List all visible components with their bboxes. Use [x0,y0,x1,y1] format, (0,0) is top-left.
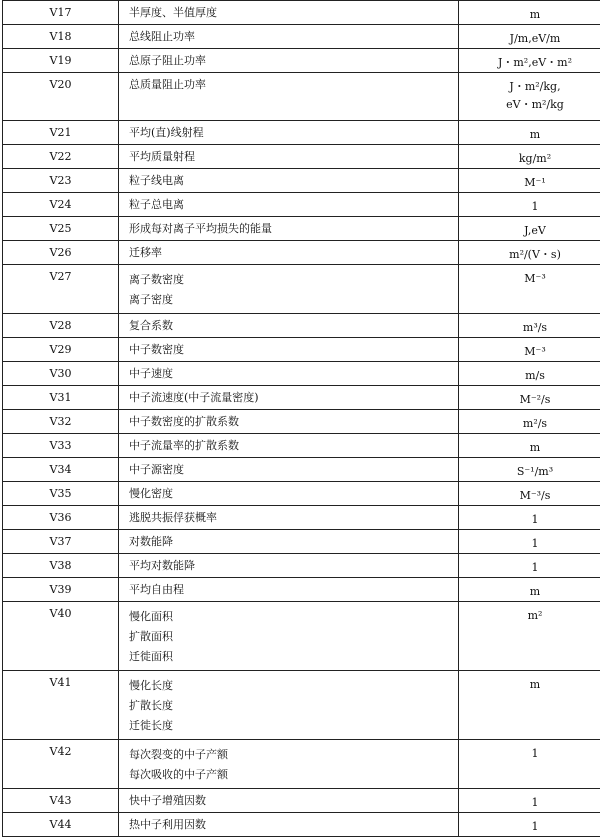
quantity-name: 热中子利用因数 [129,818,458,831]
unit-cell [459,602,600,671]
unit-cell [459,671,600,740]
quantity-name: 每次裂变的中子产额 [129,745,458,765]
table-row [3,530,600,554]
unit-cell [459,314,600,338]
quantity-name: 迁徙面积 [129,647,458,667]
unit-cell [459,789,600,813]
table-row [3,217,600,241]
code-cell: V19 [3,49,119,73]
code-cell: V32 [3,410,119,434]
quantity-name: 粒子线电离 [129,174,458,187]
code-cell: V29 [3,338,119,362]
table-row [3,789,600,813]
code-cell: V37 [3,530,119,554]
unit-value: M⁻¹ [459,174,600,192]
table-row [3,506,600,530]
quantity-name: 平均对数能降 [129,559,458,572]
quantity-name: 形成每对离子平均损失的能量 [129,222,458,235]
unit-cell [459,530,600,554]
code-cell: V36 [3,506,119,530]
unit-cell [459,49,600,73]
quantity-name: 迁徙长度 [129,716,458,736]
quantity-name: 快中子增殖因数 [129,794,458,807]
unit-value: J/m,eV/m [459,30,600,48]
quantity-name: 复合系数 [129,319,458,332]
code-cell: V20 [3,73,119,121]
quantity-name: 慢化长度 [129,676,458,696]
quantity-name: 对数能降 [129,535,458,548]
quantity-name: 逃脱共振俘获概率 [129,511,458,524]
unit-cell [459,740,600,789]
quantity-name: 总线阻止功率 [129,30,458,43]
quantity-table [2,0,600,837]
unit-value: 1 [459,794,600,812]
name-cell [119,410,459,434]
quantity-name: 每次吸收的中子产额 [129,765,458,785]
unit-value: 1 [459,535,600,553]
table-row [3,49,600,73]
unit-cell [459,578,600,602]
name-cell [119,602,459,671]
unit-cell [459,1,600,25]
unit-cell [459,25,600,49]
unit-value: m³/s [459,319,600,337]
unit-cell [459,813,600,837]
name-cell [119,193,459,217]
code-cell: V38 [3,554,119,578]
unit-value: J・m²/kg, [459,78,600,96]
code-cell: V35 [3,482,119,506]
unit-value: 1 [459,511,600,529]
unit-cell [459,145,600,169]
code-cell: V39 [3,578,119,602]
table-row [3,314,600,338]
code-cell: V17 [3,1,119,25]
quantity-name: 平均质量射程 [129,150,458,163]
unit-value: 1 [459,559,600,577]
table-row [3,121,600,145]
table-row [3,169,600,193]
unit-cell [459,362,600,386]
quantity-name: 中子速度 [129,367,458,380]
unit-cell [459,482,600,506]
name-cell [119,458,459,482]
name-cell [119,740,459,789]
name-cell [119,1,459,25]
unit-cell [459,506,600,530]
table-row [3,740,600,789]
table-row [3,602,600,671]
code-cell: V41 [3,671,119,740]
name-cell [119,217,459,241]
code-cell: V21 [3,121,119,145]
code-cell: V27 [3,265,119,314]
unit-value: kg/m² [459,150,600,168]
unit-cell [459,434,600,458]
name-cell [119,338,459,362]
quantity-name: 中子流速度(中子流量密度) [129,391,458,404]
name-cell [119,265,459,314]
table-body [3,1,600,837]
name-cell [119,789,459,813]
code-cell: V40 [3,602,119,671]
unit-value: m [459,126,600,144]
unit-value: m [459,439,600,457]
code-cell: V23 [3,169,119,193]
code-cell: V43 [3,789,119,813]
unit-value: m²/s [459,415,600,433]
unit-value: m²/(V・s) [459,246,600,264]
table-row [3,410,600,434]
quantity-name: 总原子阻止功率 [129,54,458,67]
name-cell [119,506,459,530]
unit-value: m² [459,607,600,625]
quantity-name: 中子数密度的扩散系数 [129,415,458,428]
unit-value: m [459,676,600,694]
unit-value: S⁻¹/m³ [459,463,600,481]
unit-cell [459,217,600,241]
quantity-name: 扩散面积 [129,627,458,647]
unit-value: m [459,6,600,24]
table-row [3,813,600,837]
name-cell [119,671,459,740]
table-row [3,386,600,410]
table-row [3,434,600,458]
quantity-name: 半厚度、半值厚度 [129,6,458,19]
unit-value: M⁻³ [459,343,600,361]
code-cell: V42 [3,740,119,789]
table-row [3,241,600,265]
unit-cell [459,410,600,434]
name-cell [119,434,459,458]
name-cell [119,530,459,554]
quantity-name: 离子数密度 [129,270,458,290]
name-cell [119,362,459,386]
unit-cell [459,386,600,410]
name-cell [119,121,459,145]
unit-cell [459,121,600,145]
code-cell: V22 [3,145,119,169]
quantity-name: 中子源密度 [129,463,458,476]
unit-value: 1 [459,745,600,763]
code-cell: V31 [3,386,119,410]
unit-cell [459,241,600,265]
name-cell [119,49,459,73]
name-cell [119,314,459,338]
table-row [3,145,600,169]
table-row [3,362,600,386]
table-row [3,671,600,740]
name-cell [119,386,459,410]
table-row [3,1,600,25]
unit-cell [459,193,600,217]
table-row [3,578,600,602]
code-cell: V28 [3,314,119,338]
name-cell [119,554,459,578]
unit-cell [459,338,600,362]
name-cell [119,241,459,265]
code-cell: V18 [3,25,119,49]
unit-cell [459,458,600,482]
quantity-name: 平均(直)线射程 [129,126,458,139]
unit-value: J,eV [459,222,600,240]
name-cell [119,813,459,837]
quantity-name: 中子流量率的扩散系数 [129,439,458,452]
code-cell: V25 [3,217,119,241]
unit-value: m [459,583,600,601]
quantity-name: 平均自由程 [129,583,458,596]
unit-value: m/s [459,367,600,385]
table-row [3,554,600,578]
code-cell: V24 [3,193,119,217]
quantity-name: 总质量阻止功率 [129,78,458,91]
code-cell: V34 [3,458,119,482]
unit-cell [459,73,600,121]
code-cell: V26 [3,241,119,265]
table-row [3,338,600,362]
table-row [3,458,600,482]
quantity-name: 迁移率 [129,246,458,259]
quantity-name: 中子数密度 [129,343,458,356]
table-row [3,73,600,121]
name-cell [119,145,459,169]
unit-value: M⁻³ [459,270,600,288]
name-cell [119,578,459,602]
name-cell [119,73,459,121]
unit-cell [459,169,600,193]
name-cell [119,482,459,506]
table-row [3,482,600,506]
unit-value: 1 [459,198,600,216]
table-row [3,265,600,314]
code-cell: V30 [3,362,119,386]
quantity-name: 慢化密度 [129,487,458,500]
table-row [3,25,600,49]
quantity-name: 离子密度 [129,290,458,310]
unit-value: 1 [459,818,600,836]
quantity-name: 扩散长度 [129,696,458,716]
name-cell [119,25,459,49]
unit-cell [459,554,600,578]
quantity-name: 慢化面积 [129,607,458,627]
name-cell [119,169,459,193]
quantity-name: 粒子总电离 [129,198,458,211]
unit-value: J・m²,eV・m² [459,54,600,72]
unit-cell [459,265,600,314]
code-cell: V44 [3,813,119,837]
code-cell: V33 [3,434,119,458]
unit-value: eV・m²/kg [459,96,600,114]
table-row [3,193,600,217]
unit-value: M⁻²/s [459,391,600,409]
unit-value: M⁻³/s [459,487,600,505]
